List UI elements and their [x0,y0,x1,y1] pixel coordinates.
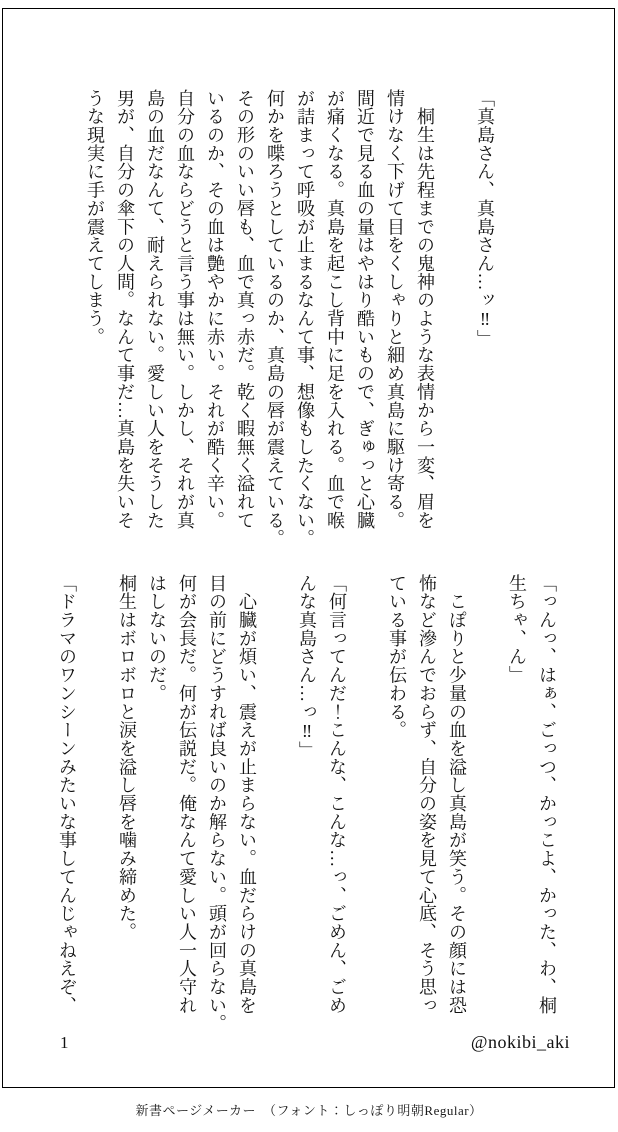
text-column: 桐生は先程までの鬼神のような表情から一変、眉を [415,89,435,530]
story-text-bottom-block [52,574,562,1033]
story-text-top-block [80,89,500,548]
text-column: 怖など滲んでおらず、自分の姿を見て心底、そう思っ [417,574,437,1015]
text-column: こぽりと少量の血を溢し真島が笑う。その顔には恐 [447,574,467,1015]
blank-column [440,89,470,531]
text-column: ている事が伝わる。 [387,574,407,740]
text-column: はしないのだ。 [147,574,167,703]
author-handle: @nokibi_aki [470,1032,570,1052]
text-column: 「っんっ、はぁ、ごっつ、かっこよ、かった、わ、桐 [537,574,557,1015]
text-column: 「真島さん、真島さん…ッ‼」 [475,89,495,348]
text-column: 島の血だなんて、耐えられない。愛しい人をそうした [145,89,165,530]
text-column: その形のいい唇も、血で真っ赤だ。乾く暇無く溢れて [235,89,255,530]
text-column: 「ドラマのワンシーンみたいな事してんじゃねえぞ、 [57,574,77,1015]
blank-column [262,574,292,1016]
text-column: 間近で見る血の量はやはり酷いもので、ぎゅっと心臓 [355,89,375,530]
text-column: いるのか、その血は艶やかに赤い。それが酷く辛い。 [205,89,225,530]
generator-caption: 新書ページメーカー （フォント：しっぽり明朝Regular） [135,1103,483,1118]
blank-column [352,574,382,1016]
text-column: 心臓が煩い、震えが止まらない。血だらけの真島を [237,574,257,1015]
text-column: 男が、自分の傘下の人間。なんて事だ…真島を失いそ [115,89,135,530]
text-column: 生ちゃ、ん」 [507,574,527,685]
text-column: 自分の血ならどうと言う事は無い。しかし、それが真 [175,89,195,530]
page-number: 1 [60,1033,69,1052]
text-column: うな現実に手が震えてしまう。 [85,89,105,346]
text-column: 情けなく下げて目をくしゃりと細め真島に駆け寄る。 [385,89,405,530]
text-column: 何が会長だ。何が伝説だ。俺なんて愛しい人一人守れ [177,574,197,1015]
blank-column [82,574,112,1016]
text-column: が痛くなる。真島を起こし背中に足を入れる。血で喉 [325,89,345,530]
text-column: 何かを喋ろうとしているのか、真島の唇が震えている。 [265,89,285,548]
text-column: が詰まって呼吸が止まるなんて事、想像もしたくない。 [295,89,315,548]
text-column: 桐生はボロボロと涙を溢し唇を噛み締めた。 [117,574,137,941]
text-column: 「何言ってんだ！こんな、こんな…っ、ごめん、ごめ [327,574,347,1015]
blank-column [472,574,502,1016]
text-column: んな真島さん…っ‼」 [297,574,317,760]
text-column: 目の前にどうすれば良いのか解らない。頭が回らない。 [207,574,227,1033]
